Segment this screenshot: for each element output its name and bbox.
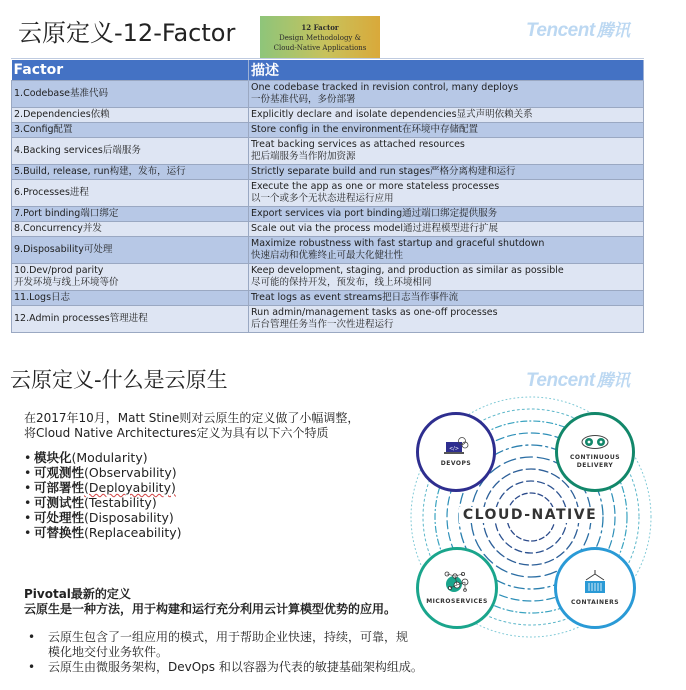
trait-en: (Replaceability) <box>84 525 182 540</box>
desc-cell-cn: 快速启动和优雅终止可最大化健壮性 <box>251 250 404 261</box>
tencent-logo <box>526 366 630 392</box>
trait-cn: 模块化 <box>34 450 72 465</box>
desc-cell: Strictly separate build and run stages严格分离构建和运行 <box>251 166 516 177</box>
table-row <box>12 291 644 306</box>
slide1-title: 云原定义-12-Factor <box>18 19 236 47</box>
factor-cell: 11.Logs日志 <box>14 292 71 303</box>
continuous-delivery-label: CONTINUOUS DELIVERY <box>570 454 621 469</box>
table-row <box>12 108 644 123</box>
trait-en: (Observability) <box>84 465 177 480</box>
factor-cell: 8.Concurrency并发 <box>14 223 102 234</box>
twelve-factor-badge <box>260 16 380 59</box>
badge-line2: Design Methodology & <box>279 34 361 42</box>
trait-en: (Modularity) <box>71 450 148 465</box>
traits-list <box>24 450 182 540</box>
table-row <box>12 180 644 207</box>
shipping-container-icon <box>582 569 608 595</box>
containers-node <box>554 547 636 629</box>
twelve-factor-table <box>11 60 644 333</box>
table-row <box>12 138 644 165</box>
desc-cell: Keep development, staging, and production as similar as possible <box>251 265 564 276</box>
bullet-line: 云原生由微服务架构，DevOps 和以容器为代表的敏捷基础架构组成。 <box>48 660 423 674</box>
microservices-node <box>416 547 498 629</box>
microservices-label: MICROSERVICES <box>426 598 488 605</box>
desc-cell: Scale out via the process model通过进程模型进行扩展 <box>251 223 498 234</box>
gears-loop-icon <box>580 434 610 450</box>
intro-line-1: 在2017年10月，Matt Stine则对云原生的定义做了小幅调整， <box>24 411 360 425</box>
trait-cn: 可处理性 <box>34 510 85 525</box>
table-row <box>12 81 644 108</box>
laptop-code-icon <box>443 436 469 456</box>
desc-cell-cn: 一份基准代码，多份部署 <box>251 94 356 105</box>
factor-cell: 2.Dependencies依赖 <box>14 109 110 120</box>
table-row <box>12 207 644 222</box>
intro-line-2: 将Cloud Native Architectures定义为具有以下六个特质 <box>24 426 329 440</box>
trait-item: • 可观测性(Observability) <box>24 465 177 480</box>
table-row <box>12 165 644 180</box>
table-row <box>12 306 644 333</box>
trait-item: • 可替换性(Replaceability) <box>24 525 182 540</box>
trait-en: (Testability) <box>84 495 157 510</box>
factor-cell-cn: 开发环境与线上环境等价 <box>14 277 119 288</box>
desc-cell-cn: 尽可能的保持开发，预发布，线上环境相同 <box>251 277 432 288</box>
trait-cn: 可测试性 <box>34 495 85 510</box>
desc-cell: Run admin/management tasks as one-off processes <box>251 307 498 318</box>
desc-cell: Execute the app as one or more stateless processes <box>251 181 500 192</box>
trait-cn: 可部署性 <box>34 480 85 495</box>
trait-en-spellcheck: (Deployability) <box>84 480 176 495</box>
continuous-delivery-node <box>555 412 635 492</box>
trait-item: • 可部署性(Deployability) <box>24 480 176 495</box>
factor-cell: 7.Port binding端口绑定 <box>14 208 119 219</box>
badge-line3: Cloud-Native Applications <box>273 44 367 52</box>
desc-cell: Explicitly declare and isolate dependencies显式声明依赖关系 <box>251 109 533 120</box>
desc-cell: Treat logs as event streams把日志当作事件流 <box>251 292 459 303</box>
factor-cell: 1.Codebase基准代码 <box>14 88 109 99</box>
cloud-native-label: CLOUD-NATIVE <box>459 507 601 523</box>
pivotal-definition: 云原生是一种方法，用于构建和运行充分利用云计算模型优势的应用。 <box>24 602 397 616</box>
table-row <box>12 264 644 291</box>
containers-label: CONTAINERS <box>570 599 620 606</box>
header-factor: Factor <box>12 60 249 81</box>
svg-text:</>: </> <box>448 446 460 452</box>
cloud-native-diagram <box>407 395 682 685</box>
brand-cn: 腾讯 <box>596 21 630 40</box>
pivotal-heading: Pivotal最新的定义 <box>24 587 131 601</box>
table-row <box>12 222 644 237</box>
trait-cn: 可替换性 <box>34 525 85 540</box>
factor-cell: 3.Config配置 <box>14 124 73 135</box>
desc-cell: Treat backing services as attached resources <box>251 139 465 150</box>
factor-cell: 10.Dev/prod parity <box>14 265 104 276</box>
trait-item: • 模块化(Modularity) <box>24 450 148 465</box>
title-divider <box>11 58 644 59</box>
factor-cell: 5.Build, release, run构建，发布，运行 <box>14 166 186 177</box>
devops-node <box>416 412 496 492</box>
brand-en: Tencent <box>526 20 595 41</box>
brand-en: Tencent <box>526 370 595 391</box>
desc-cell: Export services via port binding通过端口绑定提供服务 <box>251 208 498 219</box>
network-nodes-icon <box>443 570 471 594</box>
badge-line1: 12 Factor <box>301 23 339 32</box>
trait-en: (Disposability) <box>84 510 174 525</box>
desc-cell-cn: 以一个或多个无状态进程运行应用 <box>251 193 394 204</box>
trait-item: • 可处理性(Disposability) <box>24 510 174 525</box>
trait-item: • 可测试性(Testability) <box>24 495 157 510</box>
brand-cn: 腾讯 <box>596 371 630 390</box>
table-row <box>12 123 644 138</box>
desc-cell: Store config in the environment在环境中存储配置 <box>251 124 479 135</box>
factor-cell: 4.Backing services后端服务 <box>14 145 141 156</box>
factor-cell: 9.Disposability可处理 <box>14 244 113 255</box>
table-header-row <box>12 60 644 81</box>
bullet-item: • 云原生包含了一组应用的模式，用于帮助企业快速，持续，可靠，规 模化地交付业务软件。 <box>24 630 423 660</box>
definition-bullets <box>24 630 423 675</box>
devops-label: DEVOPS <box>440 460 472 467</box>
desc-cell-cn: 把后端服务当作附加资源 <box>251 151 356 162</box>
desc-cell: One codebase tracked in revision control, many deploys <box>251 82 519 93</box>
table-row <box>12 237 644 264</box>
factor-cell: 12.Admin processes管理进程 <box>14 313 148 324</box>
bullet-item: • 云原生由微服务架构，DevOps 和以容器为代表的敏捷基础架构组成。 <box>28 660 423 674</box>
desc-cell: Maximize robustness with fast startup and graceful shutdown <box>251 238 545 249</box>
factor-cell: 6.Processes进程 <box>14 187 89 198</box>
header-description: 描述 <box>249 60 644 81</box>
desc-cell-cn: 后台管理任务当作一次性进程运行 <box>251 319 394 330</box>
slide2-title: 云原定义-什么是云原生 <box>10 368 228 392</box>
bullet-line: 云原生包含了一组应用的模式，用于帮助企业快速，持续，可靠，规 <box>48 630 409 644</box>
bullet-line: 模化地交付业务软件。 <box>48 645 169 659</box>
trait-cn: 可观测性 <box>34 465 85 480</box>
tencent-logo <box>526 16 630 42</box>
